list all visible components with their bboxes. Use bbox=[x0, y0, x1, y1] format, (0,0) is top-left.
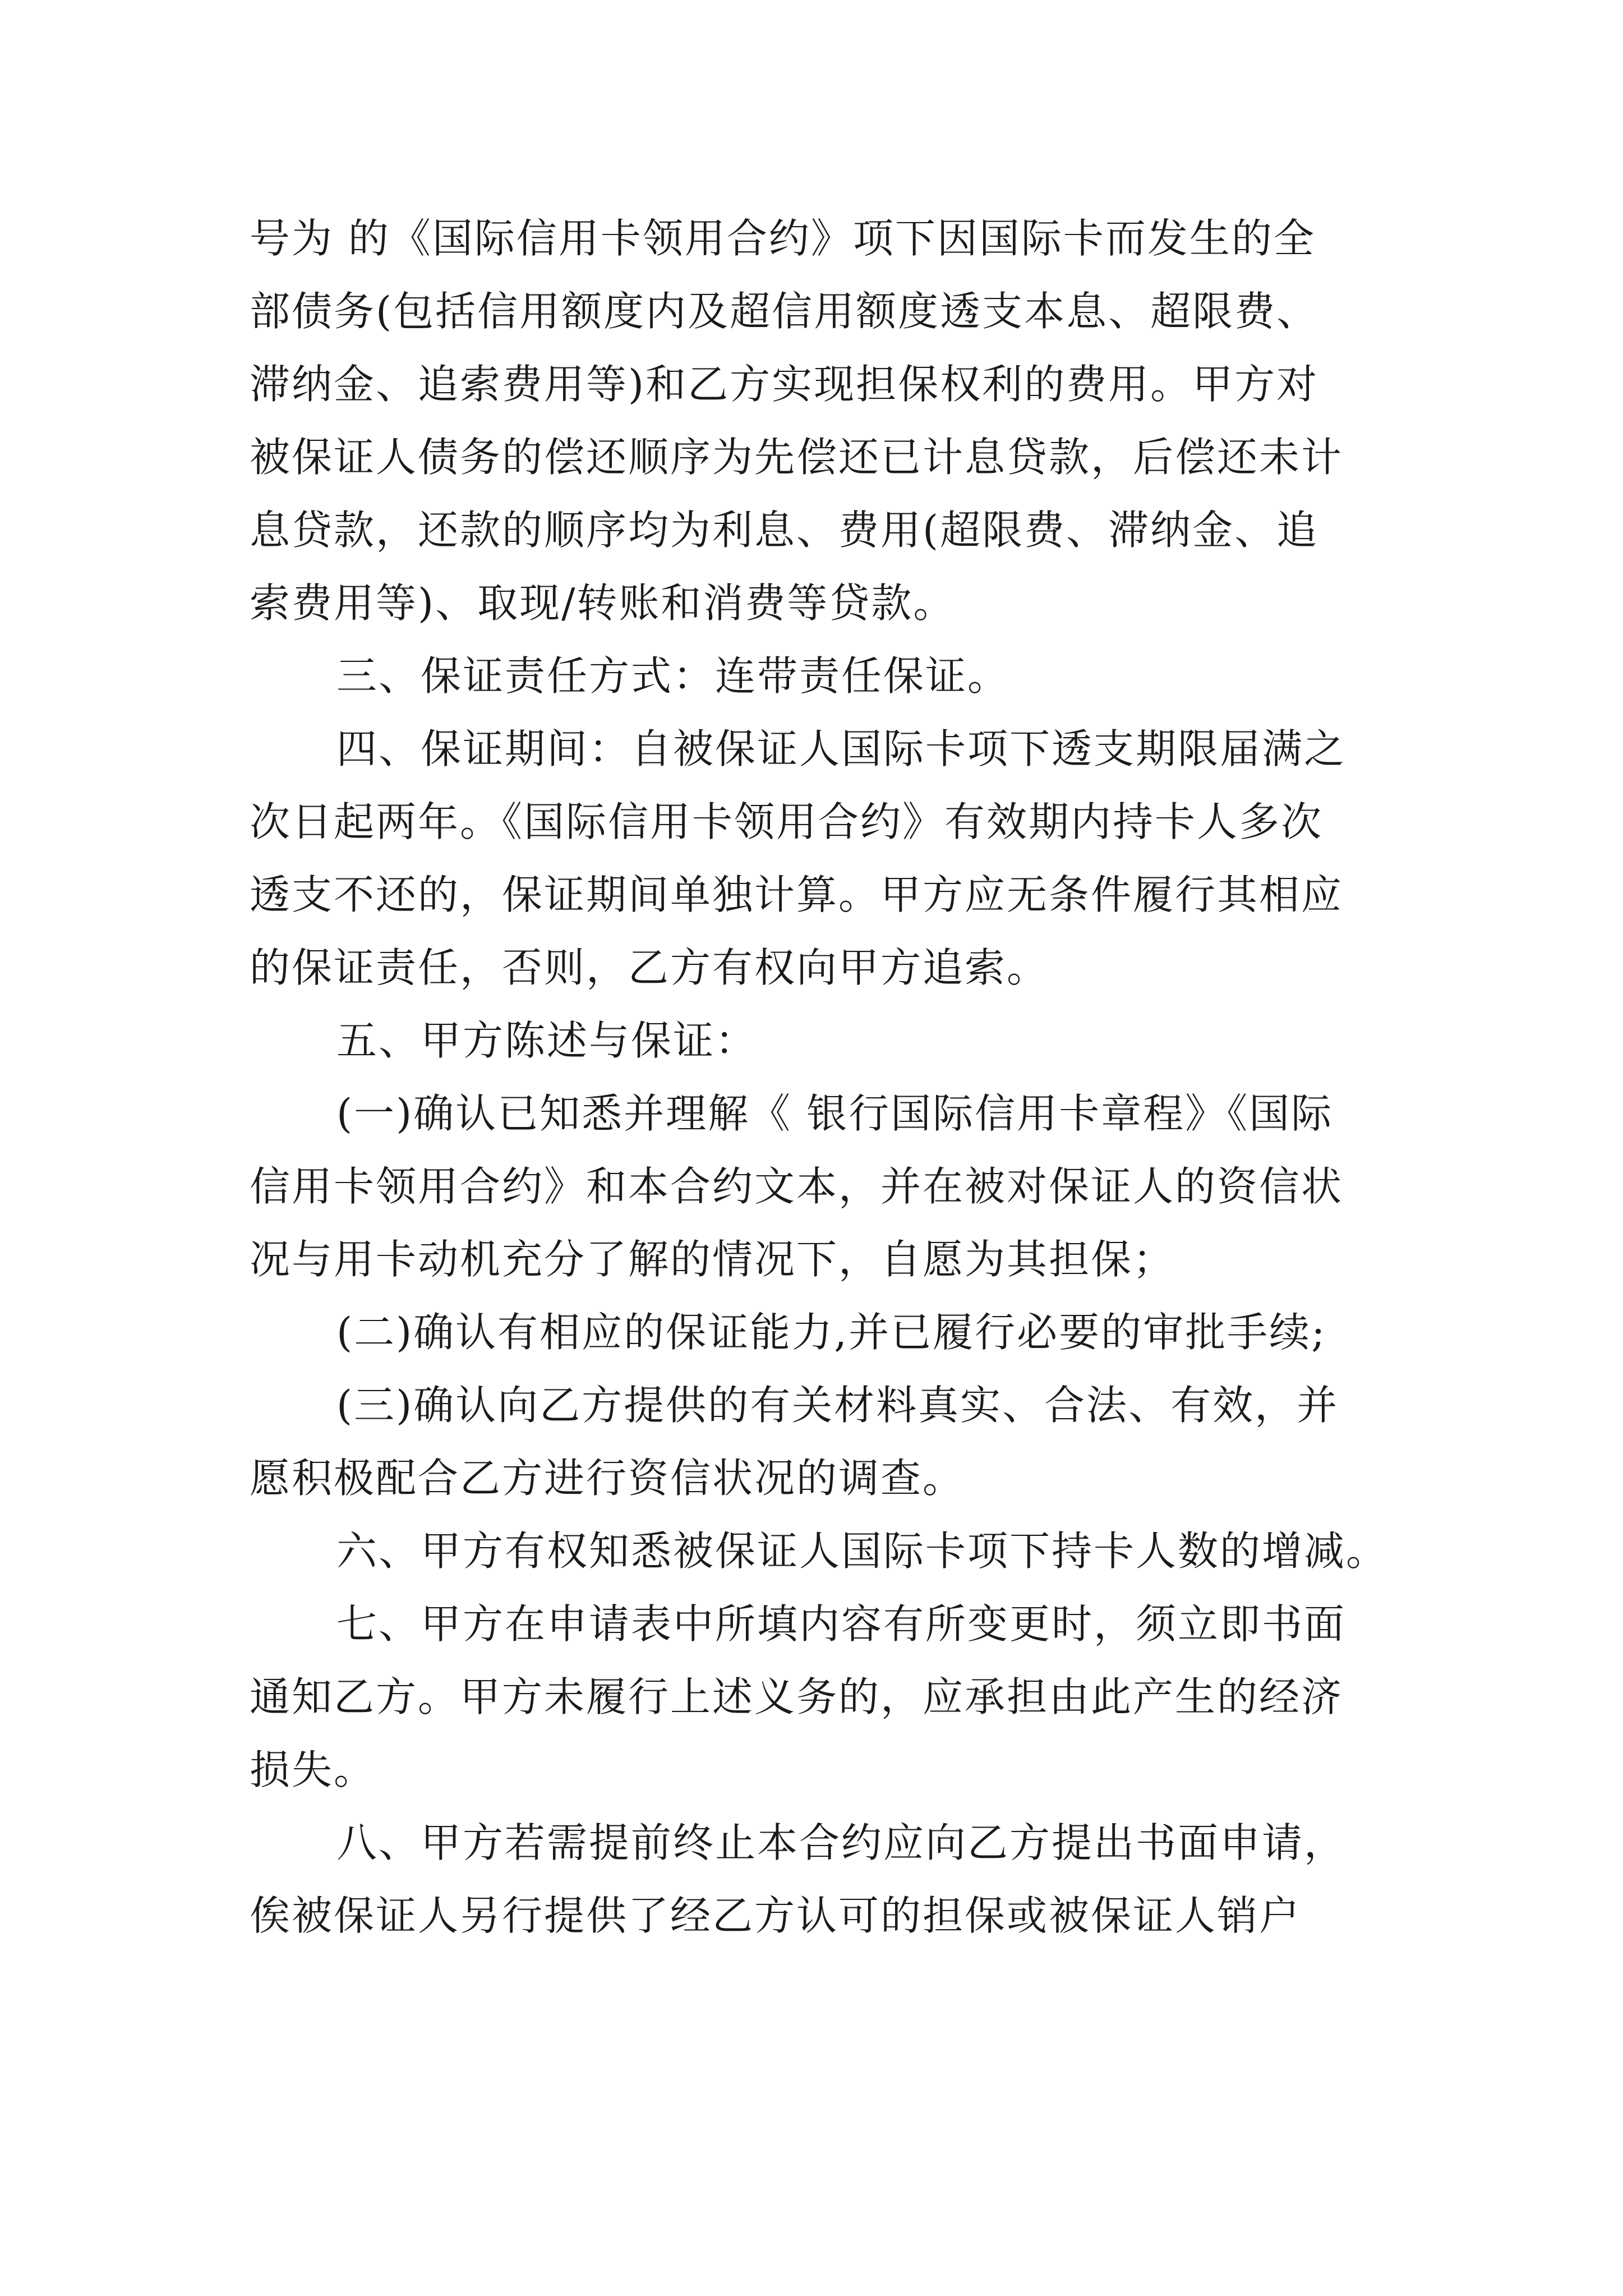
clause-8-heading: 八、甲方若需提前终止本合约应向乙方提出书面申请， bbox=[336, 1819, 1347, 1866]
text-line: 通知乙方。甲方未履行上述义务的，应承担由此产生的经济 bbox=[250, 1673, 1344, 1720]
clause-5-item-3: (三)确认向乙方提供的有关材料真实、合法、有效，并 bbox=[336, 1382, 1339, 1429]
text-line: 滞纳金、追索费用等)和乙方实现担保权利的费用。甲方对 bbox=[250, 361, 1319, 408]
text-line: 损失。 bbox=[250, 1746, 376, 1793]
text-line: 的保证责任，否则，乙方有权向甲方追索。 bbox=[250, 944, 1049, 991]
text-line: 愿积极配合乙方进行资信状况的调查。 bbox=[250, 1455, 965, 1502]
text-line: 透支不还的，保证期间单独计算。甲方应无条件履行其相应 bbox=[250, 871, 1344, 918]
text-line: 次日起两年。《国际信用卡领用合约》有效期内持卡人多次 bbox=[250, 798, 1324, 845]
clause-7-heading: 七、甲方在申请表中所填内容有所变更时，须立即书面 bbox=[336, 1600, 1347, 1648]
text-line: 索费用等)、取现/转账和消费等贷款。 bbox=[250, 579, 956, 627]
clause-4-heading: 四、保证期间：自被保证人国际卡项下透支期限届满之 bbox=[336, 725, 1347, 772]
contract-body-text bbox=[250, 202, 1388, 1952]
text-line: 息贷款，还款的顺序均为利息、费用(超限费、滞纳金、追 bbox=[250, 507, 1319, 554]
clause-5-item-1: (一)确认已知悉并理解《 银行国际信用卡章程》《国际 bbox=[336, 1090, 1334, 1137]
clause-6-heading: 六、甲方有权知悉被保证人国际卡项下持卡人数的增减。 bbox=[336, 1527, 1389, 1575]
text-line: 号为 的《国际信用卡领用合约》项下因国际卡而发生的全 bbox=[250, 215, 1316, 262]
text-line: 被保证人债务的偿还顺序为先偿还已计息贷款，后偿还未计 bbox=[250, 434, 1344, 481]
text-line: 部债务(包括信用额度内及超信用额度透支本息、超限费、 bbox=[250, 288, 1319, 335]
text-line: 俟被保证人另行提供了经乙方认可的担保或被保证人销户 bbox=[250, 1892, 1302, 1939]
clause-3-heading: 三、保证责任方式：连带责任保证。 bbox=[336, 652, 1010, 700]
clause-5-heading: 五、甲方陈述与保证： bbox=[336, 1017, 758, 1064]
text-line: 况与用卡动机充分了解的情况下，自愿为其担保； bbox=[250, 1236, 1175, 1283]
text-line: 信用卡领用合约》和本合约文本，并在被对保证人的资信状 bbox=[250, 1163, 1344, 1210]
clause-5-item-2: (二)确认有相应的保证能力,并已履行必要的审批手续; bbox=[336, 1309, 1327, 1356]
